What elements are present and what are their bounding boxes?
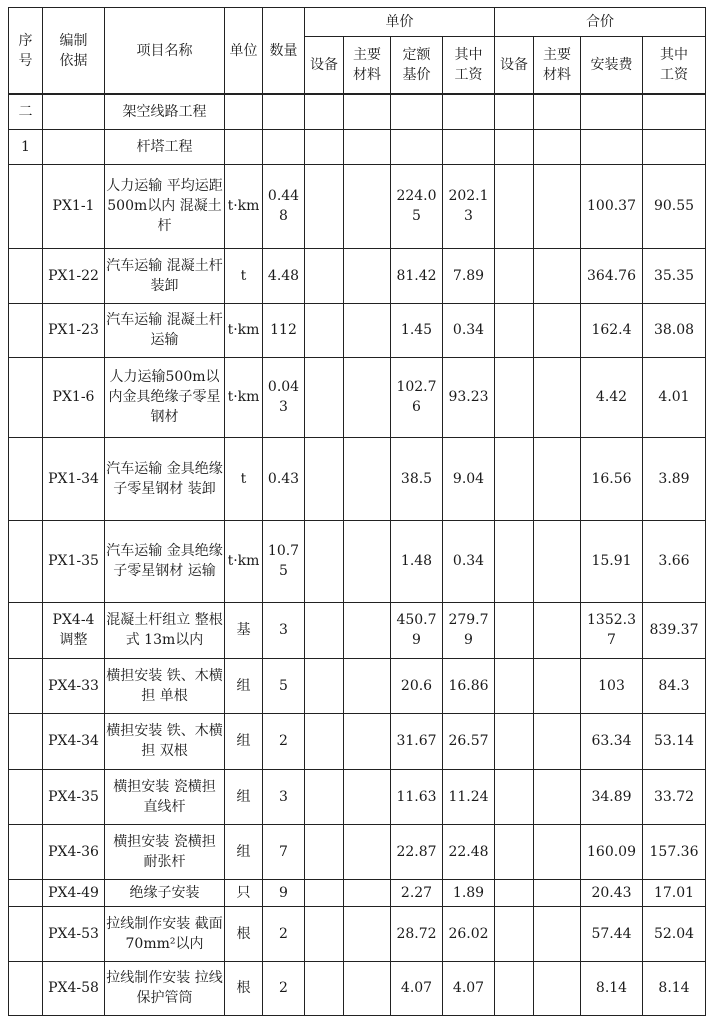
cell-unit: 组 — [225, 769, 263, 824]
cell-total-install-fee — [581, 94, 643, 129]
table-row — [9, 520, 706, 602]
cell-seq — [9, 602, 43, 658]
cell-seq — [9, 248, 43, 303]
cell-unit: 组 — [225, 824, 263, 879]
cell-seq — [9, 437, 43, 520]
cell-item-name: 人力运输 平均运距500m以内 混凝土杆 — [105, 164, 225, 248]
cell-unit-price-quota-base — [391, 129, 443, 164]
cell-seq — [9, 164, 43, 248]
cell-seq — [9, 906, 43, 961]
table-row — [9, 94, 706, 129]
cell-unit-price-materials — [344, 879, 391, 906]
cell-unit-price-labor: 202.13 — [443, 164, 495, 248]
cell-unit — [225, 94, 263, 129]
cell-basis: PX1-1 — [43, 164, 105, 248]
cell-total-equipment — [495, 769, 534, 824]
cell-total-install-fee: 162.4 — [581, 303, 643, 357]
table-row — [9, 164, 706, 248]
cell-basis: PX4-58 — [43, 961, 105, 1015]
cell-quantity: 7 — [263, 824, 305, 879]
cell-unit-price-labor: 93.23 — [443, 357, 495, 437]
header-total-labor: 其中 工资 — [643, 37, 706, 95]
cell-unit-price-materials — [344, 713, 391, 769]
table-row — [9, 879, 706, 906]
cell-unit-price-quota-base: 20.6 — [391, 658, 443, 713]
cell-item-name: 绝缘子安装 — [105, 879, 225, 906]
cell-unit-price-equipment — [305, 437, 344, 520]
cell-total-equipment — [495, 357, 534, 437]
cell-seq — [9, 961, 43, 1015]
table-row — [9, 906, 706, 961]
cell-unit-price-quota-base — [391, 94, 443, 129]
cell-unit-price-labor: 16.86 — [443, 658, 495, 713]
cell-total-equipment — [495, 906, 534, 961]
cell-total-labor: 84.3 — [643, 658, 706, 713]
cell-total-materials — [534, 437, 581, 520]
cell-total-equipment — [495, 248, 534, 303]
cell-unit-price-equipment — [305, 906, 344, 961]
cell-seq: 二 — [9, 94, 43, 129]
cell-total-labor: 4.01 — [643, 357, 706, 437]
cell-quantity: 3 — [263, 602, 305, 658]
cell-unit-price-materials — [344, 357, 391, 437]
cell-total-materials — [534, 961, 581, 1015]
cell-unit-price-materials — [344, 129, 391, 164]
cell-unit: 只 — [225, 879, 263, 906]
cell-total-labor: 35.35 — [643, 248, 706, 303]
cell-item-name: 汽车运输 金具绝缘子零星钢材 运输 — [105, 520, 225, 602]
cell-total-materials — [534, 94, 581, 129]
cell-unit: t — [225, 248, 263, 303]
cell-seq — [9, 713, 43, 769]
cell-unit-price-materials — [344, 824, 391, 879]
cell-seq — [9, 824, 43, 879]
header-total-price-group: 合价 — [495, 8, 706, 37]
cell-unit-price-equipment — [305, 713, 344, 769]
cell-total-materials — [534, 713, 581, 769]
cell-total-labor: 3.89 — [643, 437, 706, 520]
header-unit-price-labor: 其中 工资 — [443, 37, 495, 95]
cell-basis: PX4-36 — [43, 824, 105, 879]
cell-unit-price-quota-base: 1.48 — [391, 520, 443, 602]
table-row — [9, 658, 706, 713]
cell-unit: t — [225, 437, 263, 520]
cell-total-materials — [534, 658, 581, 713]
header-item-name: 项目名称 — [105, 8, 225, 95]
cell-unit-price-materials — [344, 520, 391, 602]
cell-item-name: 人力运输500m以内金具绝缘子零星钢材 — [105, 357, 225, 437]
cell-total-materials — [534, 520, 581, 602]
header-seq: 序 号 — [9, 8, 43, 95]
cell-unit-price-materials — [344, 906, 391, 961]
header-quantity: 数量 — [263, 8, 305, 95]
cell-total-equipment — [495, 713, 534, 769]
cell-unit-price-materials — [344, 602, 391, 658]
cell-quantity: 9 — [263, 879, 305, 906]
cell-item-name: 横担安装 铁、木横担 单根 — [105, 658, 225, 713]
cell-unit-price-materials — [344, 658, 391, 713]
cell-unit-price-quota-base: 11.63 — [391, 769, 443, 824]
cell-unit-price-quota-base: 102.76 — [391, 357, 443, 437]
cell-total-labor — [643, 129, 706, 164]
cell-unit-price-equipment — [305, 129, 344, 164]
cell-unit — [225, 129, 263, 164]
cell-unit-price-materials — [344, 248, 391, 303]
cell-unit-price-labor — [443, 94, 495, 129]
cell-total-labor: 157.36 — [643, 824, 706, 879]
cell-item-name: 汽车运输 混凝土杆 运输 — [105, 303, 225, 357]
cell-item-name: 架空线路工程 — [105, 94, 225, 129]
cost-estimate-sheet — [8, 7, 706, 1016]
cell-total-labor: 3.66 — [643, 520, 706, 602]
cell-item-name: 横担安装 铁、木横担 双根 — [105, 713, 225, 769]
cell-quantity: 2 — [263, 906, 305, 961]
cell-total-install-fee: 103 — [581, 658, 643, 713]
cell-unit-price-equipment — [305, 164, 344, 248]
cell-unit-price-equipment — [305, 248, 344, 303]
header-unit-price-materials: 主要 材料 — [344, 37, 391, 95]
cell-unit-price-quota-base: 1.45 — [391, 303, 443, 357]
header-total-equipment: 设备 — [495, 37, 534, 95]
cell-item-name: 杆塔工程 — [105, 129, 225, 164]
cell-total-labor: 17.01 — [643, 879, 706, 906]
cell-basis: PX4-33 — [43, 658, 105, 713]
cell-total-equipment — [495, 824, 534, 879]
cell-total-materials — [534, 906, 581, 961]
cell-unit-price-equipment — [305, 94, 344, 129]
cell-basis — [43, 129, 105, 164]
cell-basis: PX4-53 — [43, 906, 105, 961]
cell-total-labor: 52.04 — [643, 906, 706, 961]
cell-total-materials — [534, 303, 581, 357]
cell-quantity: 0.43 — [263, 437, 305, 520]
header-unit-price-equipment: 设备 — [305, 37, 344, 95]
cell-unit: t·km — [225, 164, 263, 248]
cell-unit-price-materials — [344, 303, 391, 357]
cell-quantity: 2 — [263, 713, 305, 769]
cell-total-labor: 38.08 — [643, 303, 706, 357]
cell-basis: PX4-4 调整 — [43, 602, 105, 658]
cell-total-equipment — [495, 437, 534, 520]
cell-unit-price-labor: 0.34 — [443, 303, 495, 357]
cell-unit-price-equipment — [305, 357, 344, 437]
cell-unit: 根 — [225, 961, 263, 1015]
cell-unit-price-materials — [344, 164, 391, 248]
cell-quantity: 0.448 — [263, 164, 305, 248]
cell-total-materials — [534, 769, 581, 824]
cell-unit: 基 — [225, 602, 263, 658]
cell-unit-price-labor: 9.04 — [443, 437, 495, 520]
cell-total-materials — [534, 602, 581, 658]
cell-unit-price-labor: 26.57 — [443, 713, 495, 769]
cell-total-materials — [534, 164, 581, 248]
table-row — [9, 357, 706, 437]
cell-basis: PX4-34 — [43, 713, 105, 769]
cell-unit: 组 — [225, 658, 263, 713]
cell-basis: PX1-34 — [43, 437, 105, 520]
cell-unit-price-quota-base: 28.72 — [391, 906, 443, 961]
table-row — [9, 602, 706, 658]
table-row — [9, 129, 706, 164]
cell-total-materials — [534, 129, 581, 164]
cell-total-labor — [643, 94, 706, 129]
cell-unit-price-quota-base: 4.07 — [391, 961, 443, 1015]
cell-total-labor: 90.55 — [643, 164, 706, 248]
cell-unit-price-quota-base: 31.67 — [391, 713, 443, 769]
cell-unit-price-equipment — [305, 769, 344, 824]
cell-total-install-fee: 1352.37 — [581, 602, 643, 658]
cell-total-install-fee: 4.42 — [581, 357, 643, 437]
cell-unit-price-equipment — [305, 602, 344, 658]
header-unit: 单位 — [225, 8, 263, 95]
cell-unit-price-materials — [344, 961, 391, 1015]
cell-basis: PX1-6 — [43, 357, 105, 437]
cell-quantity: 10.75 — [263, 520, 305, 602]
table-row — [9, 769, 706, 824]
cell-item-name: 汽车运输 金具绝缘子零星钢材 装卸 — [105, 437, 225, 520]
cell-total-equipment — [495, 961, 534, 1015]
cell-quantity — [263, 94, 305, 129]
cell-seq — [9, 357, 43, 437]
cell-seq: 1 — [9, 129, 43, 164]
cell-basis: PX4-35 — [43, 769, 105, 824]
cell-unit-price-quota-base: 450.79 — [391, 602, 443, 658]
cell-total-equipment — [495, 164, 534, 248]
cell-total-equipment — [495, 129, 534, 164]
budget-table — [8, 7, 706, 1016]
cell-total-install-fee: 8.14 — [581, 961, 643, 1015]
cell-total-install-fee: 63.34 — [581, 713, 643, 769]
cell-quantity: 2 — [263, 961, 305, 1015]
header-basis: 编制 依据 — [43, 8, 105, 95]
header-total-install-fee: 安装费 — [581, 37, 643, 95]
cell-unit-price-materials — [344, 769, 391, 824]
cell-unit-price-labor: 7.89 — [443, 248, 495, 303]
cell-total-equipment — [495, 520, 534, 602]
cell-total-labor: 8.14 — [643, 961, 706, 1015]
cell-total-labor: 33.72 — [643, 769, 706, 824]
cell-unit-price-equipment — [305, 961, 344, 1015]
cell-unit-price-materials — [344, 437, 391, 520]
cell-unit-price-equipment — [305, 303, 344, 357]
cell-quantity — [263, 129, 305, 164]
cell-unit-price-labor: 11.24 — [443, 769, 495, 824]
table-row — [9, 713, 706, 769]
cell-unit-price-labor — [443, 129, 495, 164]
cell-item-name: 混凝土杆组立 整根式 13m以内 — [105, 602, 225, 658]
cell-total-install-fee: 15.91 — [581, 520, 643, 602]
cell-total-install-fee: 57.44 — [581, 906, 643, 961]
cell-unit-price-labor: 279.79 — [443, 602, 495, 658]
table-row — [9, 961, 706, 1015]
cell-item-name: 汽车运输 混凝土杆 装卸 — [105, 248, 225, 303]
cell-total-equipment — [495, 94, 534, 129]
cell-total-materials — [534, 248, 581, 303]
cell-unit-price-labor: 22.48 — [443, 824, 495, 879]
cell-unit: t·km — [225, 357, 263, 437]
cell-total-materials — [534, 357, 581, 437]
cell-item-name: 拉线制作安装 截面70mm²以内 — [105, 906, 225, 961]
cell-quantity: 3 — [263, 769, 305, 824]
cell-quantity: 5 — [263, 658, 305, 713]
cell-unit-price-labor: 4.07 — [443, 961, 495, 1015]
cell-total-install-fee: 20.43 — [581, 879, 643, 906]
cell-seq — [9, 303, 43, 357]
cell-basis: PX1-23 — [43, 303, 105, 357]
cell-unit: 根 — [225, 906, 263, 961]
header-total-materials: 主要 材料 — [534, 37, 581, 95]
cell-unit-price-equipment — [305, 658, 344, 713]
cell-unit-price-quota-base: 81.42 — [391, 248, 443, 303]
header-unit-price-group: 单价 — [305, 8, 495, 37]
cell-unit-price-labor: 0.34 — [443, 520, 495, 602]
cell-unit-price-labor: 26.02 — [443, 906, 495, 961]
cell-unit: t·km — [225, 520, 263, 602]
cell-unit-price-equipment — [305, 520, 344, 602]
cell-total-install-fee: 100.37 — [581, 164, 643, 248]
cell-quantity: 0.043 — [263, 357, 305, 437]
table-body — [9, 94, 706, 1015]
cell-unit-price-equipment — [305, 879, 344, 906]
cell-total-equipment — [495, 602, 534, 658]
cell-seq — [9, 879, 43, 906]
table-row — [9, 303, 706, 357]
cell-unit-price-labor: 1.89 — [443, 879, 495, 906]
cell-total-install-fee: 16.56 — [581, 437, 643, 520]
cell-basis: PX4-49 — [43, 879, 105, 906]
cell-item-name: 拉线制作安装 拉线保护管筒 — [105, 961, 225, 1015]
table-header — [9, 8, 706, 95]
cell-unit-price-equipment — [305, 824, 344, 879]
cell-basis — [43, 94, 105, 129]
cell-seq — [9, 520, 43, 602]
cell-total-install-fee: 364.76 — [581, 248, 643, 303]
cell-total-equipment — [495, 879, 534, 906]
table-row — [9, 437, 706, 520]
cell-basis: PX1-35 — [43, 520, 105, 602]
cell-item-name: 横担安装 瓷横担 耐张杆 — [105, 824, 225, 879]
cell-unit: t·km — [225, 303, 263, 357]
cell-total-install-fee — [581, 129, 643, 164]
cell-seq — [9, 658, 43, 713]
header-unit-price-quota-base: 定额 基价 — [391, 37, 443, 95]
cell-basis: PX1-22 — [43, 248, 105, 303]
table-row — [9, 248, 706, 303]
cell-unit-price-quota-base: 38.5 — [391, 437, 443, 520]
cell-unit-price-quota-base: 22.87 — [391, 824, 443, 879]
cell-quantity: 4.48 — [263, 248, 305, 303]
cell-total-labor: 839.37 — [643, 602, 706, 658]
cell-unit-price-quota-base: 2.27 — [391, 879, 443, 906]
cell-total-install-fee: 160.09 — [581, 824, 643, 879]
cell-total-materials — [534, 824, 581, 879]
cell-seq — [9, 769, 43, 824]
cell-unit-price-quota-base: 224.05 — [391, 164, 443, 248]
cell-total-equipment — [495, 658, 534, 713]
cell-unit: 组 — [225, 713, 263, 769]
cell-item-name: 横担安装 瓷横担 直线杆 — [105, 769, 225, 824]
cell-total-materials — [534, 879, 581, 906]
table-row — [9, 824, 706, 879]
cell-total-equipment — [495, 303, 534, 357]
cell-total-labor: 53.14 — [643, 713, 706, 769]
cell-quantity: 112 — [263, 303, 305, 357]
cell-unit-price-materials — [344, 94, 391, 129]
cell-total-install-fee: 34.89 — [581, 769, 643, 824]
